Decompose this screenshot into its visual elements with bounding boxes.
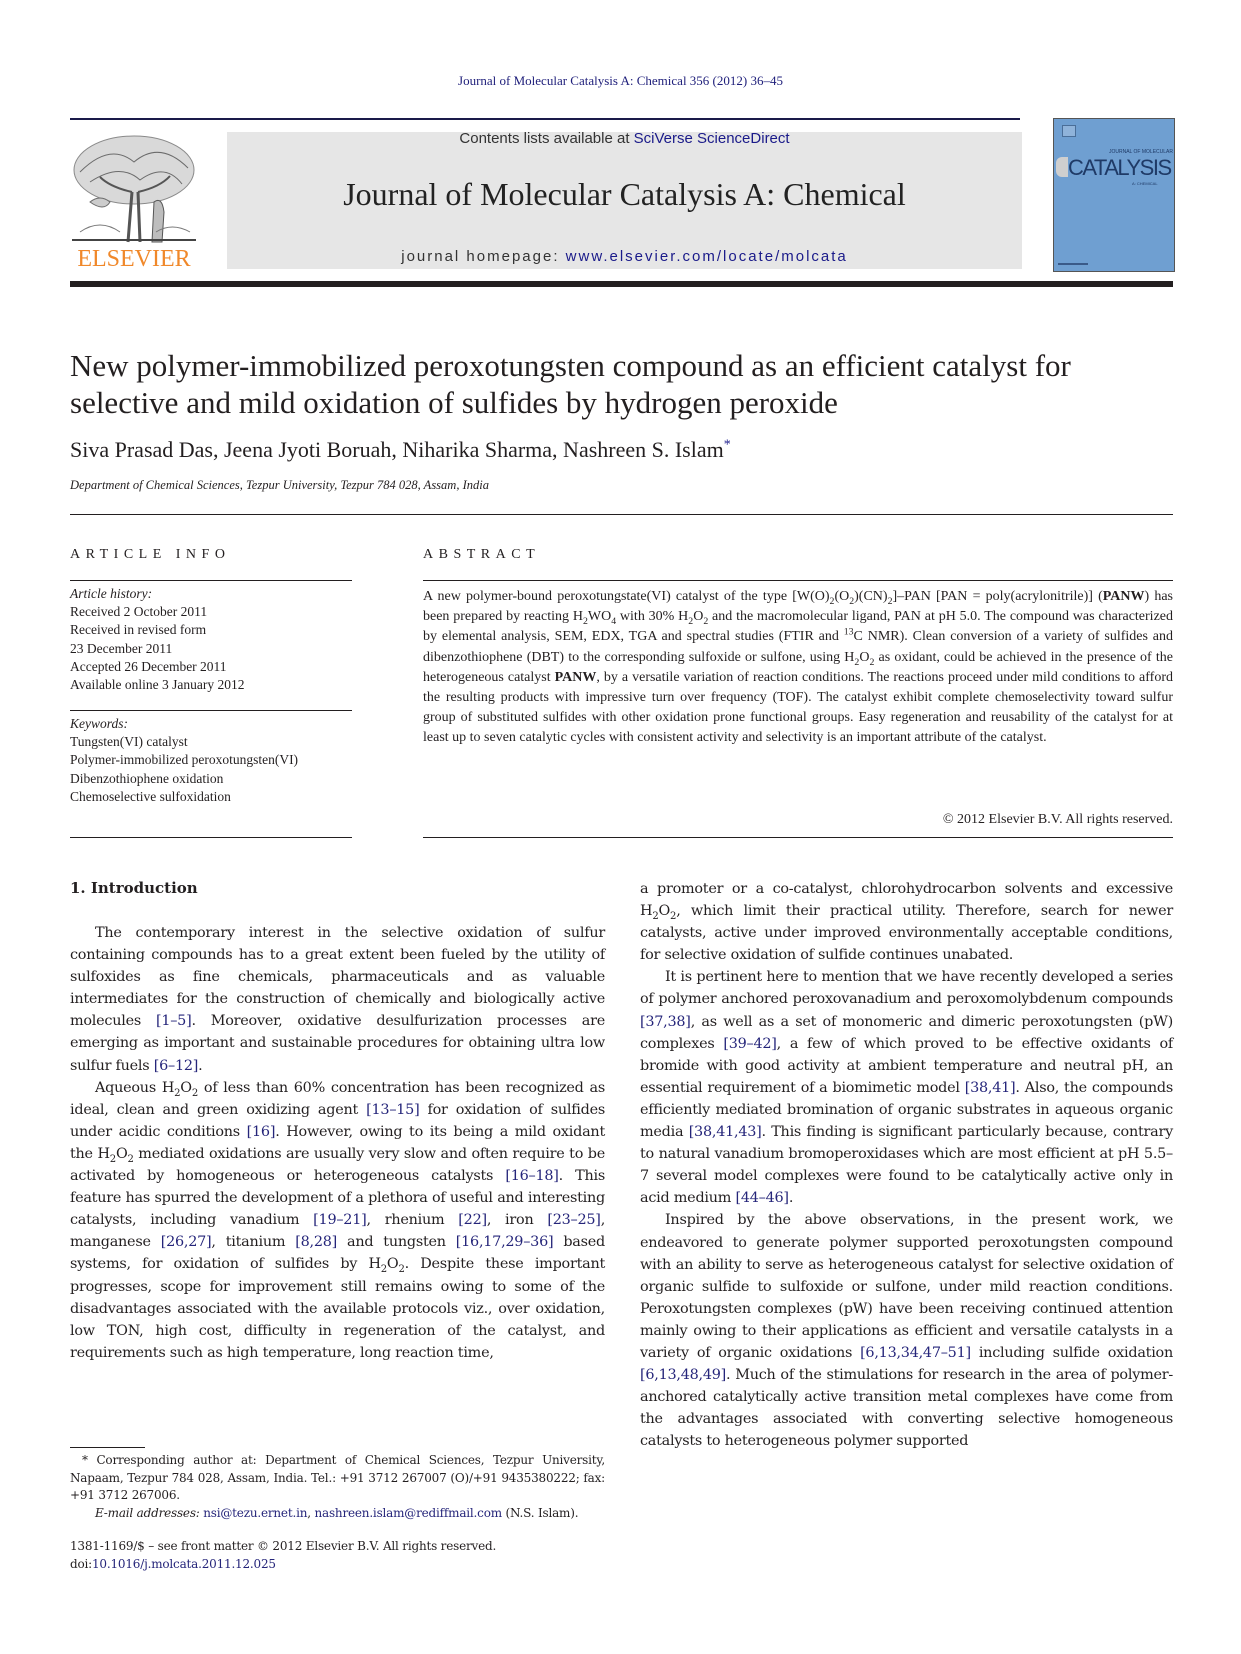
citation-link[interactable]: [38,41] (964, 1079, 1016, 1096)
citation-link[interactable]: [13–15] (366, 1101, 420, 1118)
issn-line: 1381-1169/$ – see front matter © 2012 Elsevier B.V. All rights reserved. (70, 1539, 497, 1553)
body-left-column (70, 922, 605, 1364)
divider-rule (70, 514, 1173, 515)
contents-prefix: Contents lists available at (459, 130, 634, 147)
homepage-link[interactable]: www.elsevier.com/locate/molcata (565, 248, 848, 265)
section-heading-introduction: 1. Introduction (70, 879, 198, 897)
citation-link[interactable]: [6–12] (153, 1057, 199, 1074)
keyword-item: Polymer-immobilized peroxotungsten(VI) (70, 752, 299, 768)
citation-link[interactable]: [23–25] (547, 1212, 601, 1229)
history-item: 23 December 2011 (70, 640, 173, 656)
footnote-mark: * (82, 1453, 88, 1467)
article-history (70, 585, 244, 694)
keyword-item: Dibenzothiophene oxidation (70, 770, 224, 786)
journal-name: Journal of Molecular Catalysis A: Chemical (343, 176, 906, 212)
email-link[interactable]: nsi@tezu.ernet.in (203, 1505, 308, 1520)
keywords (70, 715, 298, 806)
paragraph: Inspired by the above observations, in the present work, we endeavored to generate polymer supported peroxotungsten compound with an ability to serve as heterogeneous catalyst for selective oxidation of organic sulfide to sulfoxide or sulfone, under mild reaction conditions. Peroxotungsten complexes (pW) have been receiving continued attention mainly owing to their applications as efficient and versatile catalysts in a variety of organic oxidations [6,13,34,47–51] including sulfide oxidation [6,13,48,49]. Much of the stimulations for research in the area of polymer-anchored catalytically active transition metal complexes have come from the advantages associated with converting selective homogeneous catalysts to heterogeneous polymer supported (640, 1212, 1173, 1450)
citation-link[interactable]: [44–46] (735, 1190, 789, 1207)
citation-link[interactable]: [37,38] (640, 1013, 691, 1030)
abstract-text: A new polymer-bound peroxotungstate(VI) catalyst of the type $[W(O)_2(O_2)(CN)_2]$–PAN [PAN = poly(acrylonitrile)] (PANW) has been prepared by reacting $H_2WO_4$ with 30% $H_2O_2$ and the macromolecular ligand, PAN at pH 5.0. The compound was characterized by elemental analysis, SEM, EDX, TGA and spectral studies (FTIR and $^{13}$C NMR). Clean conversion of a variety of sulfides and dibenzothiophene (DBT) to the corresponding sulfoxide or sulfone, using $H_2O_2$ as oxidant, could be achieved in the presence of the heterogeneous catalyst PANW, by a versatile variation of reaction conditions. The reactions proceed under mild conditions to afford the resulting products with impressive turn over frequency (TOF). The catalyst exhibit complete chemoselectivity toward sulfur group of substituted sulfides with other oxidation prone functional groups. Easy regeneration and reusability of the catalyst for at least up to seven catalytic cycles with consistent activity and selectivity is an important attribute of the catalyst. (423, 589, 1174, 746)
cover-small-text: JOURNAL OF MOLECULAR (1109, 149, 1173, 155)
corresponding-author-footnote: * Corresponding author at: Department of Chemical Sciences, Tezpur University, Napaam, Tezpur 784 028, Assam, India. Tel.: +91 3712 267007 (O)/+91 9435380222; fax: +91 3712 267006. E-mail addresses: nsi@tezu.ernet.in, nashreen.islam@rediffmail.com (N.S. Islam). (70, 1453, 605, 1520)
homepage-line (227, 248, 1022, 265)
history-item: Received 2 October 2011 (70, 604, 208, 620)
paragraph: Aqueous $H_2O_2$ of less than 60% concentration has been recognized as ideal, clean and green oxidizing agent [13–15] for oxidation of sulfides under acidic conditions [16]. However, owing to its being a mild oxidant the $H_2O_2$ mediated oxidations are usually very slow and often require to be activated by homogeneous or heterogeneous catalysts [16–18]. This feature has spurred the development of a plethora of useful and interesting catalysts, including vanadium [19–21], rhenium [22], iron [23–25], manganese [26,27], titanium [8,28] and tungsten [16,17,29–36] based systems, for oxidation of sulfides by $H_2O_2$. Despite these important progresses, scope for improvement still remains owing to some of the disadvantages associated with the available protocols viz., over oxidation, low TON, high cost, difficulty in regeneration of the catalyst, and requirements such as high temperature, long reaction time, (70, 1079, 606, 1361)
journal-cover-thumbnail[interactable] (1053, 118, 1175, 272)
copyright-notice: © 2012 Elsevier B.V. All rights reserved. (942, 812, 1173, 827)
cover-publisher-icon (1062, 125, 1076, 137)
cover-footer-line (1058, 263, 1088, 265)
doi-link[interactable]: 10.1016/j.molcata.2011.12.025 (92, 1556, 276, 1571)
corresponding-author-link[interactable]: * (723, 437, 731, 453)
doi-line: doi:10.1016/j.molcata.2011.12.025 (70, 1556, 276, 1571)
header-rule (70, 118, 1020, 120)
abstract-bottom-rule (423, 837, 1173, 838)
citation-link[interactable]: [22] (458, 1212, 487, 1229)
citation-link[interactable]: [38,41,43] (688, 1124, 762, 1141)
cover-title: CATALYSIS (1068, 155, 1171, 180)
tree-icon (70, 132, 198, 244)
citation-link[interactable]: [19–21] (313, 1212, 367, 1229)
footnote-rule (70, 1447, 145, 1448)
citation-link[interactable]: [16–18] (505, 1168, 559, 1185)
history-item: Accepted 26 December 2011 (70, 658, 227, 674)
citation-link[interactable]: [6,13,48,49] (640, 1367, 727, 1384)
article-info-rule (70, 580, 352, 581)
cover-badge-icon (1056, 157, 1068, 177)
compound-name: PANW (1102, 589, 1145, 604)
citation-link[interactable]: [8,28] (295, 1234, 338, 1251)
citation-link[interactable]: [1–5] (155, 1013, 192, 1030)
citation-link[interactable]: [6,13,34,47–51] (860, 1344, 971, 1361)
body-right-column (640, 878, 1173, 1452)
paragraph: The contemporary interest in the selective oxidation of sulfur containing compounds has to a great extent been fueled by the utility of sulfoxides as fine chemicals, pharmaceuticals and as valuable intermediates for the construction of chemically and biologically active molecules [1–5]. Moreover, oxidative desulfurization processes are emerging as important and sustainable procedures for obtaining ultra low sulfur fuels [6–12]. (70, 925, 605, 1074)
email-label: E-mail addresses: (95, 1505, 204, 1520)
front-matter (70, 1538, 496, 1573)
keywords-label: Keywords: (70, 716, 128, 731)
keywords-rule (70, 710, 352, 711)
keyword-item: Tungsten(VI) catalyst (70, 734, 188, 750)
citation-link[interactable]: [39–42] (723, 1035, 777, 1052)
authors-text: Siva Prasad Das, Jeena Jyoti Boruah, Niharika Sharma, Nashreen S. Islam (70, 437, 724, 462)
email-link[interactable]: nashreen.islam@rediffmail.com (314, 1505, 502, 1520)
paragraph: a promoter or a co-catalyst, chlorohydrocarbon solvents and excessive $H_2O_2$, which limit their practical utility. Therefore, search for newer catalysts, active under improved environmentally acceptable conditions, for selective oxidation of sulfide continues unabated. (640, 881, 1173, 964)
affiliation: Department of Chemical Sciences, Tezpur University, Tezpur 784 028, Assam, India (70, 478, 489, 492)
paragraph: It is pertinent here to mention that we have recently developed a series of polymer anchored peroxovanadium and peroxomolybdenum compounds [37,38], as well as a set of monomeric and dimeric peroxotungsten (pW) complexes [39–42], a few of which proved to be effective oxidants of bromide with good activity at ambient temperature and neutral pH, an essential requirement of a biomimetic model [38,41]. Also, the compounds efficiently mediated bromination of organic substrates in aqueous organic media [38,41,43]. This finding is significant particularly because, contrary to natural vanadium bromoperoxidases which are most efficient at pH 5.5–7 several model complexes were found to be catalytically active only in acid medium [44–46]. (640, 969, 1174, 1207)
running-head[interactable]: Journal of Molecular Catalysis A: Chemical 356 (2012) 36–45 (458, 73, 783, 88)
sciencedirect-link[interactable]: SciVerse ScienceDirect (633, 130, 790, 147)
history-item: Received in revised form (70, 622, 207, 638)
homepage-prefix: journal homepage: (401, 248, 566, 265)
elsevier-wordmark[interactable]: ELSEVIER (77, 246, 191, 272)
article-info-heading: ARTICLE INFO (70, 547, 231, 562)
citation-link[interactable]: [16,17,29–36] (455, 1234, 554, 1251)
cover-subtitle: A: CHEMICAL (1132, 181, 1158, 186)
article-info-bottom-rule (70, 837, 352, 838)
citation-link[interactable]: [26,27] (160, 1234, 212, 1251)
keyword-item: Chemoselective sulfoxidation (70, 788, 231, 804)
abstract-heading: ABSTRACT (423, 547, 541, 562)
citation-link[interactable]: [16] (246, 1123, 276, 1140)
footnote-text: Corresponding author at: Department of Chemical Sciences, Tezpur University, Napaam, Tezpur 784 028, Assam, India. Tel.: +91 3712 267007 (O)/+91 9435380222; fax: +91 3712 267006. (70, 1453, 605, 1502)
article-title: New polymer-immobilized peroxotungsten compound as an efficient catalyst for selective and mild oxidation of sulfides by hydrogen peroxide (70, 348, 1071, 420)
compound-name: PANW (554, 669, 597, 685)
history-label: Article history: (70, 586, 153, 601)
author-list (70, 437, 731, 463)
abstract-rule (423, 580, 1173, 581)
masthead-thick-rule (70, 281, 1173, 287)
history-item: Available online 3 January 2012 (70, 677, 245, 693)
contents-line (227, 130, 1022, 147)
